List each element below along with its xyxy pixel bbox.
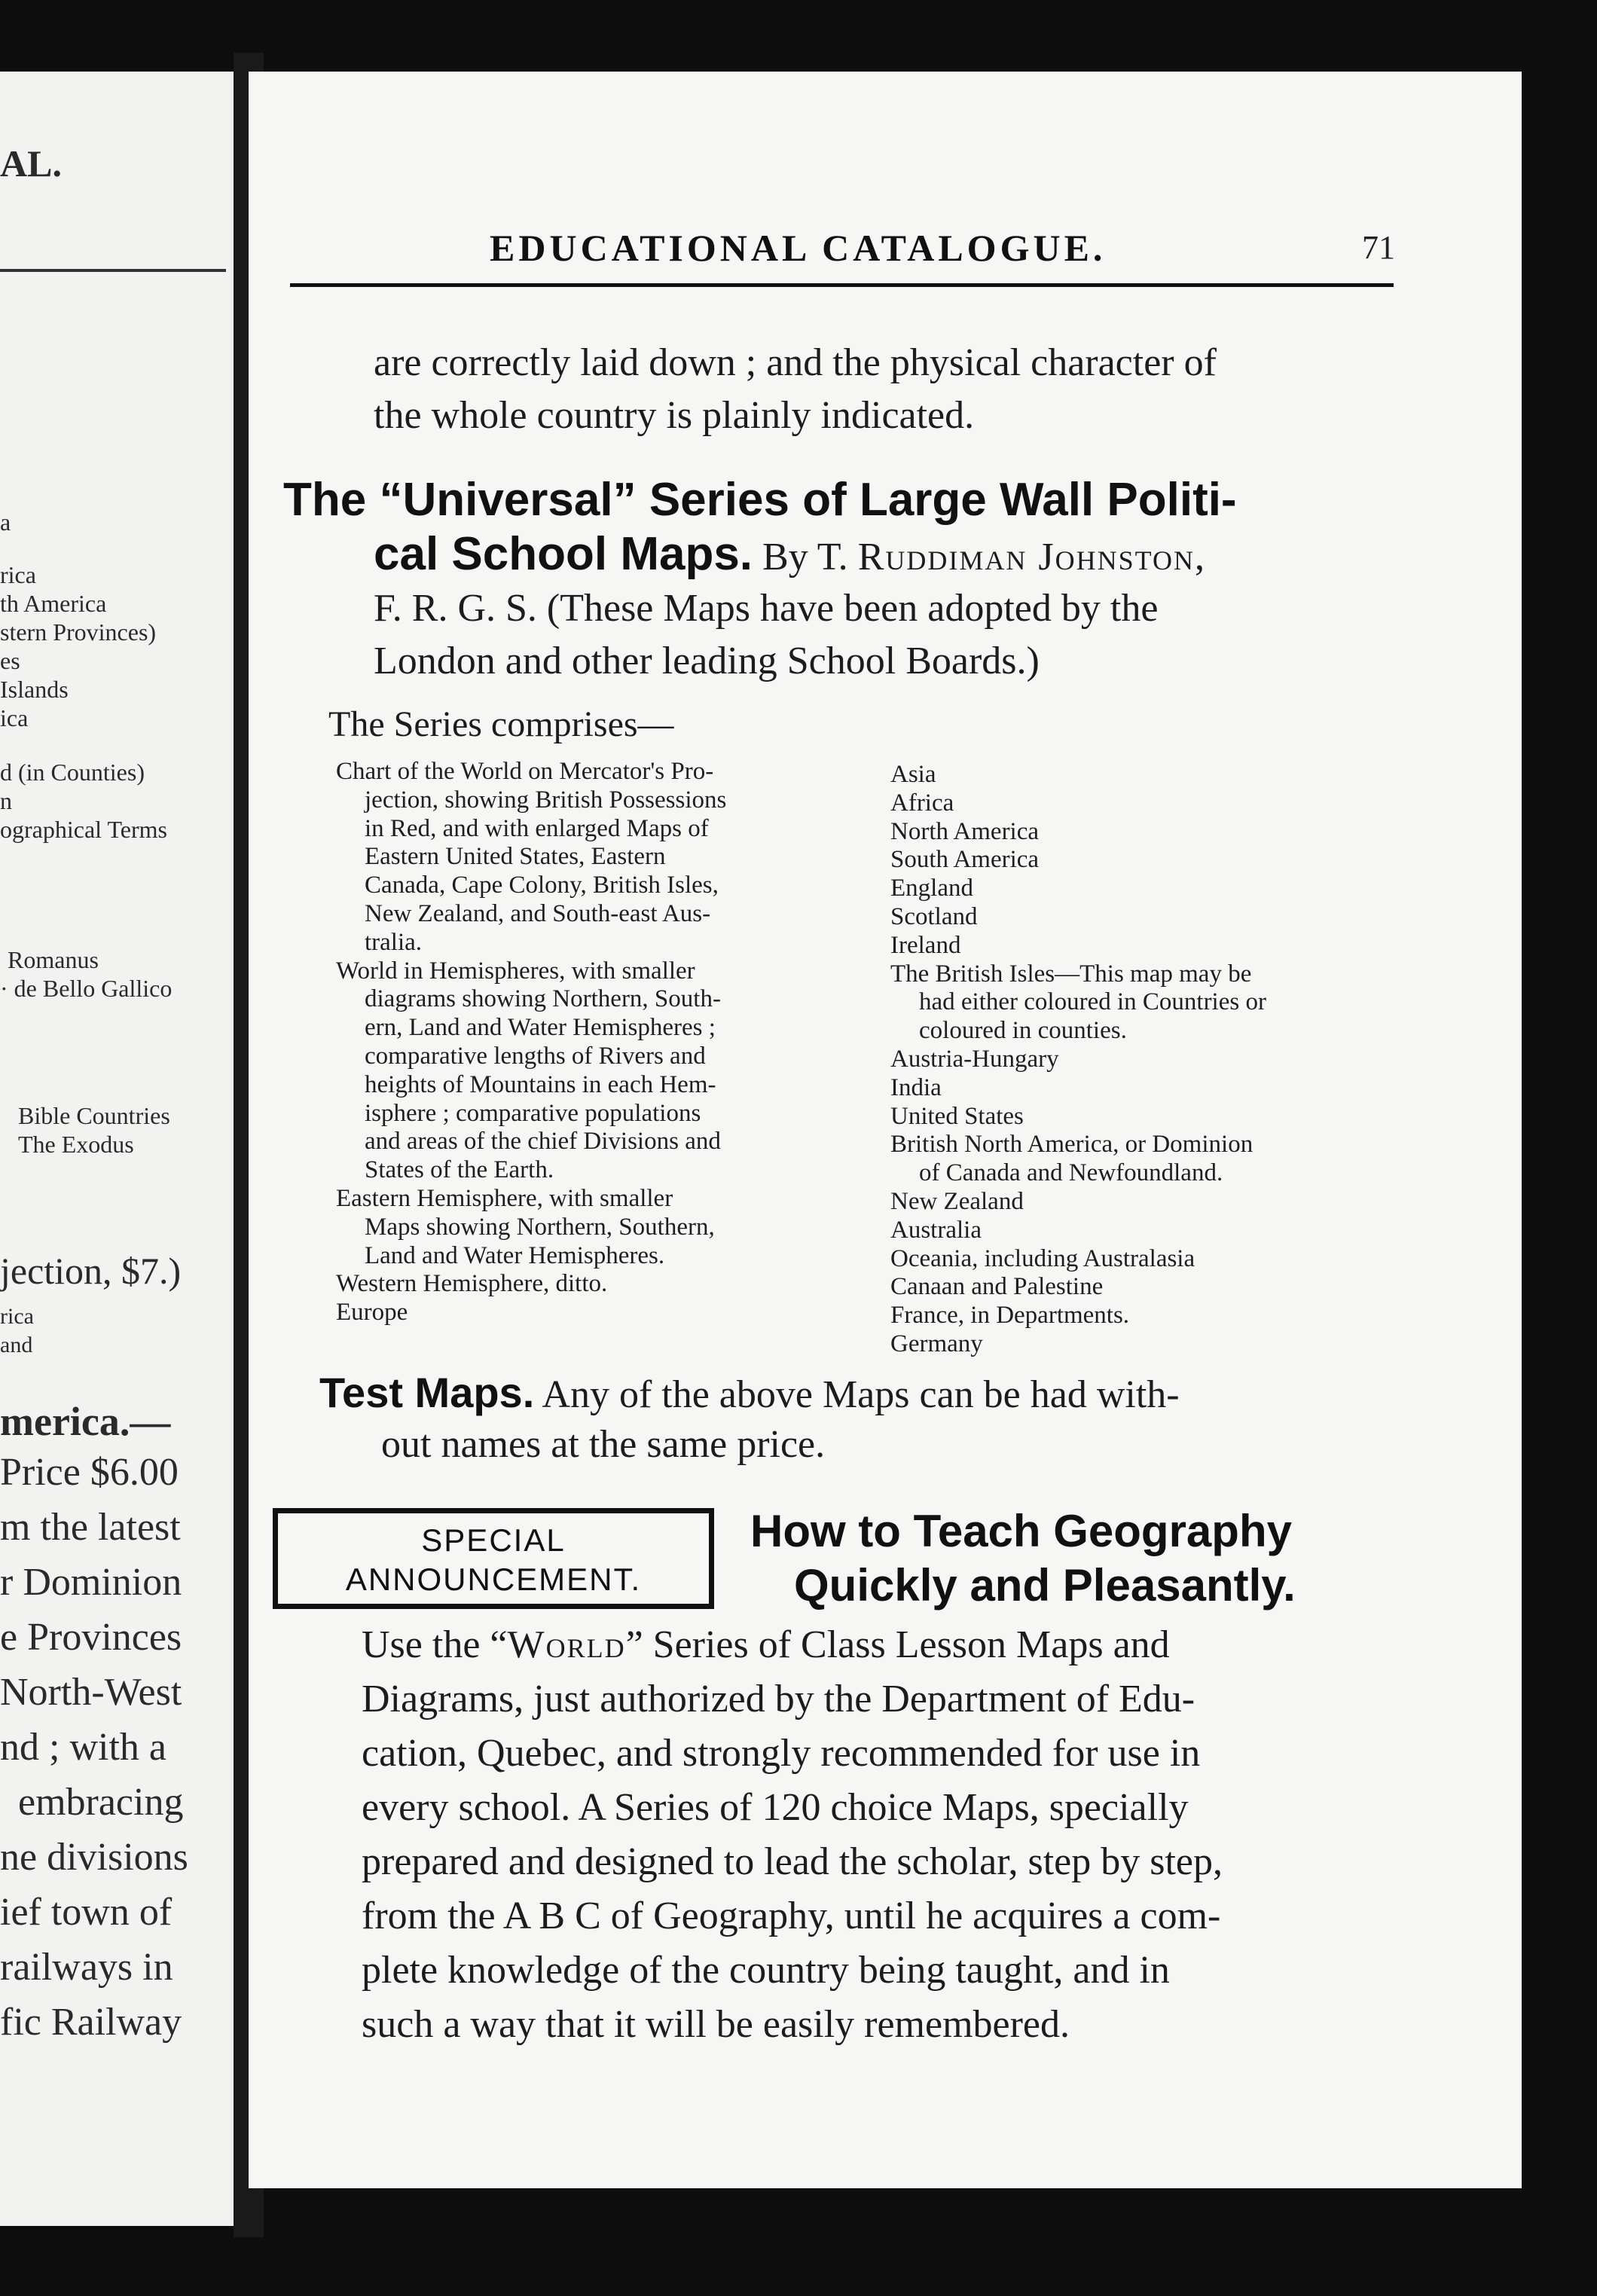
left-page-line: Price $6.00 — [0, 1451, 179, 1494]
map-list-item: Eastern Hemisphere, with smaller — [336, 1184, 673, 1212]
series-comprises: The Series comprises— — [328, 704, 674, 744]
left-page-line: ne divisions — [0, 1836, 188, 1879]
header-rule — [290, 283, 1394, 287]
left-page-line: jection, $7.) — [0, 1250, 182, 1292]
universal-heading-line-1: The “Universal” Series of Large Wall Politi- — [283, 474, 1237, 526]
map-list-item: India — [890, 1073, 942, 1101]
map-list-item: Austria-Hungary — [890, 1045, 1059, 1073]
map-list-item: Germany — [890, 1330, 983, 1357]
test-maps-line-1 — [319, 1368, 1180, 1417]
test-maps-label: Test Maps. — [319, 1369, 535, 1416]
left-page-line: ographical Terms — [0, 816, 167, 843]
left-page-line: · de Bello Gallico — [0, 975, 173, 1002]
world-series-line-6: from the A B C of Geography, until he acquires a com- — [362, 1895, 1221, 1937]
map-list-item: South America — [890, 846, 1040, 874]
universal-heading-bold: cal School Maps. — [374, 528, 753, 580]
left-page-line: ica — [0, 704, 29, 731]
map-list-item: New Zealand — [890, 1187, 1024, 1215]
map-list-item: Land and Water Hemispheres. — [365, 1241, 665, 1269]
left-page-line: rica — [0, 1304, 34, 1329]
map-list-item: World in Hemispheres, with smaller — [336, 957, 695, 985]
map-list-item: diagrams showing Northern, South- — [365, 985, 721, 1013]
left-page-line: Bible Countries — [18, 1102, 170, 1129]
map-list-item: Eastern United States, Eastern — [365, 843, 666, 871]
test-maps-text: Any of the above Maps can be had with- — [542, 1373, 1180, 1416]
geography-heading-line-2: Quickly and Pleasantly. — [794, 1560, 1296, 1611]
world-series-line-2: Diagrams, just authorized by the Department of Edu- — [362, 1678, 1195, 1720]
map-list-item: coloured in counties. — [919, 1017, 1127, 1045]
left-page-line: e Provinces — [0, 1616, 182, 1659]
world-series-line-7: plete knowledge of the country being taught, and in — [362, 1949, 1170, 1992]
world-series-text-b: ” Series of Class Lesson Maps and — [625, 1623, 1170, 1666]
universal-line-3: F. R. G. S. (These Maps have been adopted by the — [374, 587, 1159, 630]
world-series-line-8: such a way that it will be easily remembered. — [362, 2003, 1070, 2046]
left-page-line: ief town of — [0, 1891, 173, 1934]
left-page-line: es — [0, 647, 20, 674]
map-list-item: comparative lengths of Rivers and — [365, 1042, 706, 1070]
map-list-item: ern, Land and Water Hemispheres ; — [365, 1014, 716, 1042]
map-list-item: tralia. — [365, 928, 423, 956]
map-list-item: Maps showing Northern, Southern, — [365, 1213, 715, 1241]
left-page-line: Islands — [0, 676, 69, 703]
geography-heading-line-1: How to Teach Geography — [750, 1506, 1292, 1556]
left-page-line: embracing — [18, 1781, 184, 1824]
left-page-line: The Exodus — [18, 1131, 134, 1158]
map-list-item: heights of Mountains in each Hem- — [365, 1070, 716, 1098]
map-list-item: had either coloured in Countries or — [919, 988, 1266, 1016]
universal-author: Ruddiman Johnston, — [857, 536, 1206, 579]
universal-by: By T. — [762, 536, 848, 579]
left-page-line: stern Provinces) — [0, 618, 157, 646]
page-number: 71 — [1362, 229, 1395, 266]
left-page-line: th America — [0, 590, 107, 617]
map-list-item: Australia — [890, 1216, 982, 1244]
map-list-item: Africa — [890, 789, 954, 817]
map-list-item: New Zealand, and South-east Aus- — [365, 899, 711, 927]
world-series-line-1 — [362, 1623, 1170, 1667]
left-page-line: a — [0, 508, 11, 536]
map-list-item: in Red, and with enlarged Maps of — [365, 814, 709, 842]
left-page-line: and — [0, 1333, 33, 1357]
running-head: EDUCATIONAL CATALOGUE. — [490, 227, 1107, 269]
world-series-name: World — [507, 1623, 626, 1666]
box-line-1: SPECIAL — [421, 1522, 566, 1558]
left-page-line: railways in — [0, 1946, 173, 1989]
intro-line-2: the whole country is plainly indicated. — [374, 394, 975, 437]
map-list-item: States of the Earth. — [365, 1156, 554, 1184]
world-series-line-3: cation, Quebec, and strongly recommended for use in — [362, 1732, 1201, 1775]
map-list-item: Scotland — [890, 902, 978, 930]
map-list-item: The British Isles—This map may be — [890, 960, 1252, 988]
test-maps-line-2: out names at the same price. — [381, 1423, 826, 1466]
map-list-item: jection, showing British Possessions — [365, 786, 727, 814]
map-list-item: Western Hemisphere, ditto. — [336, 1270, 608, 1298]
left-page-line: d (in Counties) — [0, 759, 145, 786]
map-list-item: Europe — [336, 1299, 408, 1327]
special-announcement-box — [273, 1508, 714, 1609]
world-series-text-a: Use the “ — [362, 1623, 508, 1666]
map-list-item: of Canada and Newfoundland. — [919, 1159, 1223, 1187]
left-page-line: fic Railway — [0, 2001, 182, 2044]
map-list-left — [336, 758, 726, 1327]
left-page-line: merica.— — [0, 1399, 171, 1444]
map-list-item: Chart of the World on Mercator's Pro- — [336, 758, 714, 785]
map-list-right — [890, 761, 1266, 1359]
map-list-item: British North America, or Dominion — [890, 1131, 1253, 1159]
left-page-line: Romanus — [8, 946, 99, 973]
map-list-item: France, in Departments. — [890, 1302, 1130, 1330]
map-list-item: isphere ; comparative populations — [365, 1099, 701, 1127]
map-list-item: Asia — [890, 761, 936, 788]
intro-line-1: are correctly laid down ; and the physical character of — [374, 341, 1217, 384]
map-list-item: Canaan and Palestine — [890, 1273, 1104, 1301]
world-series-line-5: prepared and designed to lead the scholar, step by step, — [362, 1840, 1223, 1883]
map-list-item: and areas of the chief Divisions and — [365, 1128, 721, 1156]
map-list-item: North America — [890, 817, 1040, 845]
map-list-item: Canada, Cape Colony, British Isles, — [365, 872, 719, 899]
left-page-line: n — [0, 787, 12, 814]
left-page-line: nd ; with a — [0, 1726, 166, 1769]
map-list-item: England — [890, 875, 973, 902]
world-series-line-4: every school. A Series of 120 choice Maps, specially — [362, 1786, 1189, 1829]
left-page-line: r Dominion — [0, 1561, 182, 1604]
left-page-fragment — [0, 72, 234, 2226]
left-page-line: rica — [0, 561, 36, 588]
universal-heading-line-2 — [374, 527, 1206, 581]
map-list-item: Oceania, including Australasia — [890, 1244, 1195, 1272]
map-list-item: United States — [890, 1102, 1024, 1130]
universal-line-4: London and other leading School Boards.) — [374, 640, 1040, 682]
left-page-line: m the latest — [0, 1506, 181, 1549]
box-line-2: ANNOUNCEMENT. — [345, 1562, 642, 1597]
left-page-line: North-West — [0, 1671, 182, 1714]
left-page-line: AL. — [0, 142, 62, 185]
map-list-item: Ireland — [890, 931, 961, 959]
left-page-rule — [0, 269, 226, 272]
